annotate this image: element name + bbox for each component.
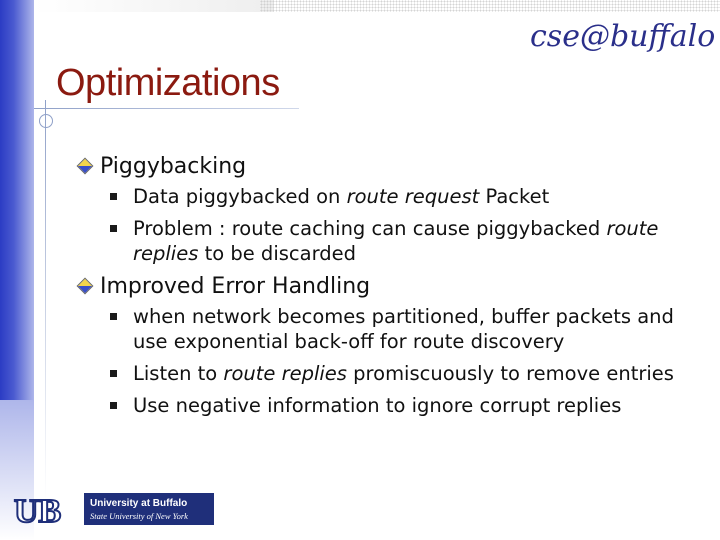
- sub-bullet-text: Use negative information to ignore corrupt replies: [133, 394, 622, 417]
- left-accent-bar: [0, 0, 34, 400]
- diamond-bullet-icon: [78, 159, 92, 173]
- cse-buffalo-logo: [528, 10, 716, 66]
- sub-bullet-text-tail: promiscuously to remove entries: [346, 362, 674, 385]
- sub-bullet-emphasis: route replies: [133, 217, 659, 265]
- bullet-label: Piggybacking: [100, 154, 247, 179]
- sub-bullet-item: [80, 393, 710, 418]
- sub-bullet-text: when network becomes partitioned, buffer packets and use exponential back-off for route discovery: [133, 305, 674, 353]
- square-bullet-icon: [110, 313, 117, 320]
- top-gradient-band: [34, 0, 274, 12]
- title-underline: [34, 108, 299, 109]
- square-bullet-icon: [110, 370, 117, 377]
- sub-bullet-text-tail: Packet: [479, 185, 550, 208]
- sub-bullet-item: [80, 184, 710, 209]
- sub-bullet-text-tail: to be discarded: [198, 242, 356, 265]
- square-bullet-icon: [110, 402, 117, 409]
- sub-bullet-text: Data piggybacked on: [133, 185, 347, 208]
- sub-bullet-emphasis: route replies: [223, 362, 347, 385]
- ub-line1: University at Buffalo: [90, 498, 188, 509]
- square-bullet-icon: [110, 193, 117, 200]
- guide-circle: [39, 114, 53, 128]
- square-bullet-icon: [110, 225, 117, 232]
- sub-bullet-item: [80, 361, 710, 386]
- sub-bullet-list: [80, 304, 710, 418]
- diamond-bullet-icon: [78, 279, 92, 293]
- university-at-buffalo-logo: [12, 490, 217, 528]
- bullet-error-handling: [80, 273, 710, 300]
- slide-body: [80, 153, 710, 425]
- sub-bullet-text: Problem : route caching can cause piggybacked: [133, 217, 607, 240]
- ub-monogram: UB: [14, 493, 62, 530]
- sub-bullet-text: Listen to: [133, 362, 224, 385]
- bullet-label: Improved Error Handling: [100, 274, 371, 299]
- sub-bullet-item: [80, 304, 710, 354]
- sub-bullet-emphasis: route request: [346, 185, 480, 208]
- vertical-guide-line: [45, 100, 46, 500]
- sub-bullet-item: [80, 216, 710, 266]
- slide-title: Optimizations: [56, 62, 280, 104]
- ub-line2: State University of New York: [90, 511, 188, 521]
- logo-text: cse@buffalo: [530, 19, 716, 54]
- bullet-piggybacking: [80, 153, 710, 180]
- sub-bullet-list: [80, 184, 710, 266]
